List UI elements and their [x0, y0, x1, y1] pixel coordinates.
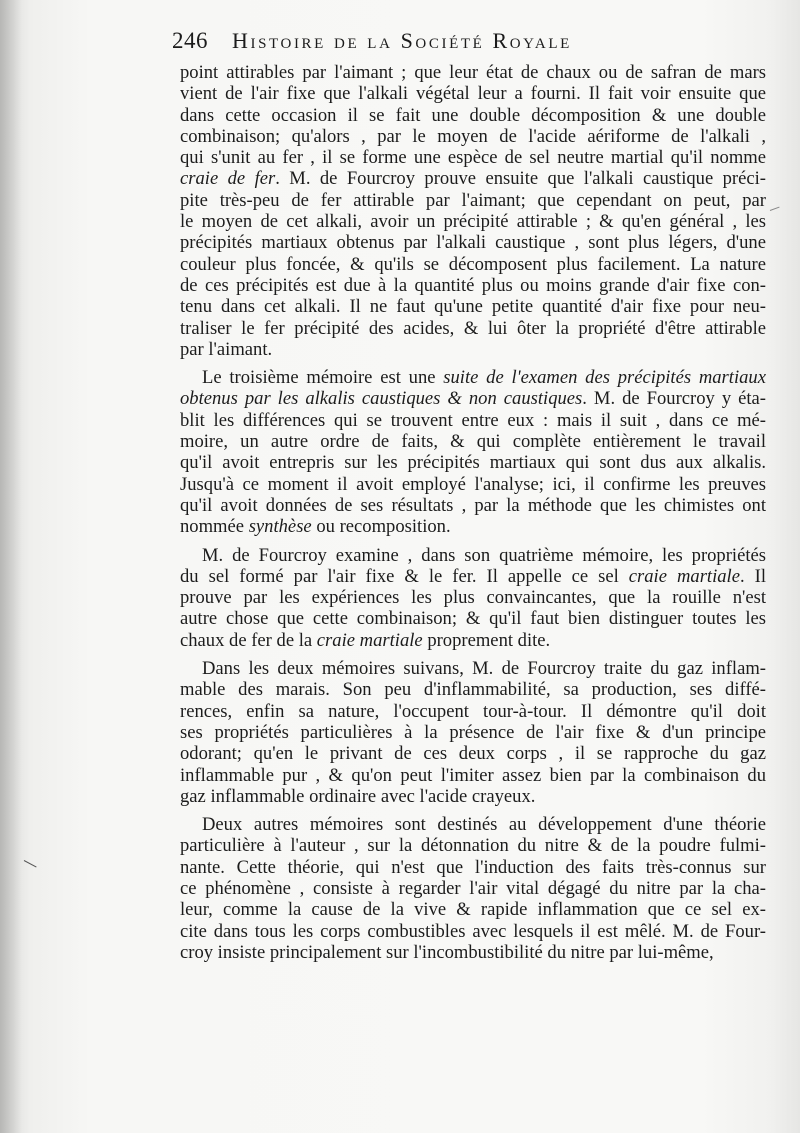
running-title: Histoire de la Société Royale — [232, 28, 572, 53]
text-line: par l'aimant. — [180, 338, 273, 360]
italic-term: craie martiale — [316, 629, 423, 651]
text-line: qu'il avoit entrepris sur les précipités martiaux qui sont dus aux alkalis. — [180, 452, 766, 474]
text-line: odorant; qu'en le privant de ces deux corps , il se rapproche du gaz — [180, 743, 766, 765]
body-text — [180, 62, 766, 963]
page-header — [172, 26, 772, 60]
text-line: craie de fer. M. de Fourcroy prouve ensuite que l'alkali caustique préci- — [180, 168, 766, 190]
paragraph — [180, 367, 766, 537]
text-line: le moyen de cet alkali, avoir un précipité attirable ; & qu'en général , les — [180, 211, 766, 233]
italic-term: suite de l'examen des précipités martiaux — [443, 367, 766, 389]
text-line: inflammable pur , & qu'on peut l'imiter assez bien par la combinaison du — [180, 764, 766, 786]
text-line: point attirables par l'aimant ; que leur état de chaux ou de safran de mars — [180, 62, 766, 83]
paragraph — [180, 62, 766, 360]
text-line: moire, un autre ordre de faits, & qui complète entièrement le travail — [180, 431, 766, 453]
text-line: autre chose que cette combinaison; & qu'il faut bien distinguer toutes les — [180, 608, 766, 630]
text-line: Le troisième mémoire est une suite de l'examen des précipités martiaux — [202, 367, 766, 389]
paragraph — [180, 658, 766, 807]
text-line: prouve par les expériences les plus convaincantes, que la rouille n'est — [180, 587, 766, 609]
text-line: combinaison; qu'alors , par le moyen de l'acide aériforme de l'alkali , — [180, 125, 766, 147]
text-line: leur, comme la cause de la vive & rapide inflammation que ce sel ex- — [180, 899, 766, 921]
italic-term: synthèse — [248, 516, 312, 538]
text-line: pite très-peu de fer attirable par l'aimant; que cependant on peut, par — [180, 189, 766, 211]
text-line: du sel formé par l'air fixe & le fer. Il appelle ce sel craie martiale. Il — [180, 565, 766, 587]
text-line: nante. Cette théorie, qui n'est que l'induction des faits très-connus sur — [180, 856, 766, 878]
text-line: croy insiste principalement sur l'incombustibilité du nitre par lui-même, — [180, 941, 714, 963]
text-line: rences, enfin sa nature, l'occupent tour-à-tour. Il démontre qu'il doit — [180, 700, 766, 722]
text-line: qui s'unit au fer , il se forme une espèce de sel neutre martial qu'il nomme — [180, 147, 766, 169]
text-line: M. de Fourcroy examine , dans son quatrième mémoire, les propriétés — [202, 544, 766, 566]
text-line: ce phénomène , consiste à regarder l'air vital dégagé du nitre par la cha- — [180, 877, 766, 899]
text-line: nommée synthèse ou recomposition. — [180, 516, 451, 538]
italic-term: craie martiale — [628, 565, 740, 587]
text-line: Dans les deux mémoires suivans, M. de Fourcroy traite du gaz inflam- — [202, 658, 766, 680]
text-line: obtenus par les alkalis caustiques & non caustiques. M. de Fourcroy y éta- — [180, 388, 766, 410]
margin-mark — [24, 860, 37, 867]
text-line: tenu dans cet alkali. Il ne faut qu'une petite quantité d'air fixe pour neu- — [180, 296, 766, 318]
text-line: cite dans tous les corps combustibles avec lesquels il est mêlé. M. de Four- — [180, 920, 766, 942]
text-line: gaz inflammable ordinaire avec l'acide crayeux. — [180, 785, 536, 807]
italic-term: obtenus par les alkalis caustiques & non caustiques — [180, 388, 583, 410]
text-line: chaux de fer de la craie martiale proprement dite. — [180, 629, 551, 651]
text-line: particulière à l'auteur , sur la détonnation du nitre & de la poudre fulmi- — [180, 835, 766, 857]
margin-mark — [770, 207, 780, 211]
text-line: couleur plus foncée, & qu'ils se décomposent plus facilement. La nature — [180, 253, 766, 275]
italic-term: craie de fer — [180, 168, 276, 190]
text-line: de ces précipités est due à la quantité plus ou moins grande d'air fixe con- — [180, 274, 766, 296]
text-line: précipités martiaux obtenus par l'alkali caustique , sont plus légers, d'une — [180, 232, 766, 254]
text-line: vient de l'air fixe que l'alkali végétal leur a fourni. Il fait voir ensuite que — [180, 83, 766, 105]
page-number: 246 — [172, 28, 208, 53]
text-line: Deux autres mémoires sont destinés au développement d'une théorie — [202, 814, 766, 836]
paragraph — [180, 814, 766, 963]
text-line: ses propriétés particulières à la présence de l'air fixe & d'un principe — [180, 721, 766, 743]
text-line: Jusqu'à ce moment il avoit employé l'analyse; ici, il confirme les preuves — [180, 473, 766, 495]
text-line: blit les différences qui se trouvent entre eux : mais il suit , dans ce mé- — [180, 409, 766, 431]
text-line: qu'il avoit données de ses résultats , par la méthode que les chimistes ont — [180, 494, 766, 516]
binding-gutter-shadow — [0, 0, 22, 1133]
text-line: dans cette occasion il se fait une double décomposition & une double — [180, 104, 766, 126]
text-line: mable des marais. Son peu d'inflammabilité, sa production, ses diffé- — [180, 679, 766, 701]
text-line: traliser le fer précipité des acides, & lui ôter la propriété d'être attirable — [180, 317, 766, 339]
paragraph — [180, 545, 766, 651]
